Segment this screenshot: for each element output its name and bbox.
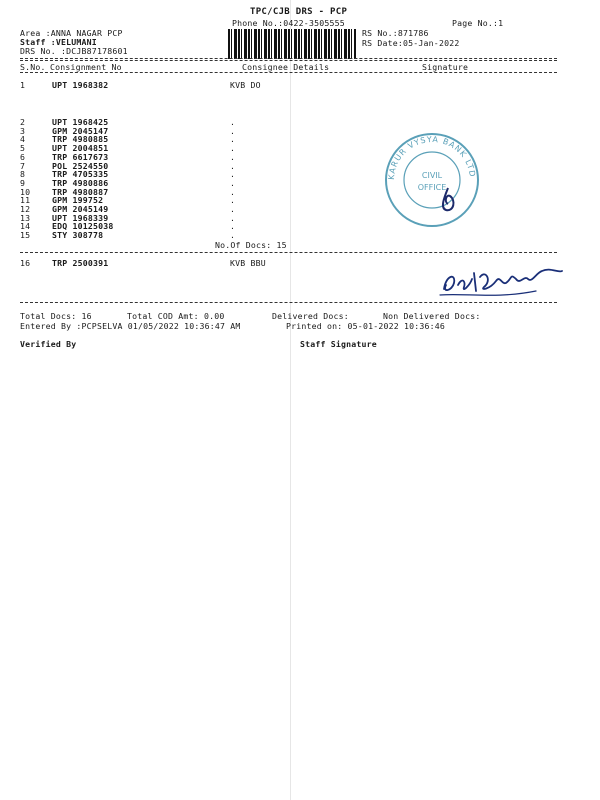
divider: [20, 72, 557, 73]
row-consignment: UPT 1968339: [52, 212, 109, 223]
area-label: Area :ANNA NAGAR PCP: [20, 28, 123, 38]
document-title: TPC/CJB DRS - PCP: [250, 7, 348, 17]
row-consignee: .: [230, 134, 236, 145]
row-consignee: .: [230, 177, 236, 188]
row-consignment: GPM 199752: [52, 195, 104, 206]
row-sno: 1: [20, 80, 26, 90]
row-consignment: UPT 1968382: [52, 80, 109, 90]
row-consignment: TRP 6617673: [52, 151, 109, 162]
page-number: Page No.:1: [452, 18, 504, 28]
row-sno: 2: [20, 117, 26, 127]
phone-number: Phone No.:0422-3505555: [232, 18, 345, 28]
non-delivered-docs: Non Delivered Docs:: [383, 311, 481, 321]
total-docs: Total Docs: 16: [20, 311, 92, 321]
row-consignee: .: [230, 151, 236, 162]
row-consignee: KVB DO: [230, 80, 261, 90]
row-consignment: GPM 2045149: [52, 204, 109, 214]
row-consignment: EDQ 10125038: [52, 221, 114, 232]
row-consignee: .: [230, 169, 236, 180]
row-consignment: POL 2524550: [52, 160, 109, 171]
row-consignee: .: [230, 221, 236, 232]
stamp-line-1: CIVIL: [421, 171, 443, 180]
column-header-sno: S.No.: [20, 62, 46, 72]
row-sno: 4: [20, 134, 26, 145]
barcode: [228, 29, 356, 59]
row-consignment: TRP 4980885: [52, 134, 109, 145]
total-cod-amount: Total COD Amt: 0.00: [127, 311, 225, 321]
column-header-consignment: Consignment No: [50, 62, 122, 72]
column-header-consignee: Consignee Details: [242, 62, 330, 72]
stamp-ring-text: KARUR VYSYA BANK LTD: [386, 134, 478, 181]
entered-by: Entered By :PCPSELVA 01/05/2022 10:36:47 AM: [20, 321, 241, 331]
row-consignee: .: [230, 204, 236, 214]
divider: [20, 58, 557, 59]
bank-stamp: [382, 130, 482, 230]
staff-label: Staff :VELUMANI: [20, 37, 97, 47]
row-consignment: TRP 4980886: [52, 177, 109, 188]
rs-number: RS No.:871786: [362, 28, 429, 38]
row-sno: 14: [20, 221, 31, 232]
row-sno: 13: [20, 212, 31, 223]
row-consignment: UPT 1968425: [52, 117, 109, 127]
rs-date: RS Date:05-Jan-2022: [362, 38, 460, 48]
row-consignment: STY 308778: [52, 230, 104, 241]
row-sno: 5: [20, 143, 26, 154]
row-consignee: KVB BBU: [230, 258, 266, 268]
column-header-signature: Signature: [422, 62, 469, 72]
row-consignment: TRP 4705335: [52, 169, 109, 180]
scan-fold-line: [290, 0, 291, 800]
delivered-docs: Delivered Docs:: [272, 311, 349, 321]
row-sno: 10: [20, 186, 31, 197]
row-sno: 12: [20, 204, 31, 214]
row-consignment: GPM 2045147: [52, 125, 109, 136]
row-consignee: .: [230, 212, 236, 223]
row-consignment: UPT 2004851: [52, 143, 109, 154]
row-consignee: .: [230, 230, 236, 241]
row-consignee: .: [230, 186, 236, 197]
row-sno: 15: [20, 230, 31, 241]
row-sno: 11: [20, 195, 31, 206]
row-consignee: .: [230, 117, 236, 127]
row-consignee: .: [230, 125, 236, 136]
verified-by: Verified By: [20, 339, 77, 349]
drs-number: DRS No. :DCJB87178601: [20, 46, 128, 56]
divider: [20, 60, 557, 61]
handwritten-signature: [436, 255, 566, 303]
group-doc-count: No.Of Docs: 15: [215, 240, 287, 250]
printed-on: Printed on: 05-01-2022 10:36:46: [286, 321, 446, 331]
row-consignee: .: [230, 143, 236, 154]
stamp-line-2: OFFICE: [417, 183, 447, 192]
row-sno: 16: [20, 258, 31, 268]
row-consignment: TRP 2500391: [52, 258, 109, 268]
row-sno: 7: [20, 160, 26, 171]
row-sno: 3: [20, 125, 26, 136]
staff-signature-label: Staff Signature: [300, 339, 377, 349]
row-sno: 8: [20, 169, 26, 180]
row-sno: 9: [20, 177, 26, 188]
divider: [20, 252, 557, 253]
row-consignee: .: [230, 195, 236, 206]
row-consignee: .: [230, 160, 236, 171]
row-consignment: TRP 4980887: [52, 186, 109, 197]
row-sno: 6: [20, 151, 26, 162]
